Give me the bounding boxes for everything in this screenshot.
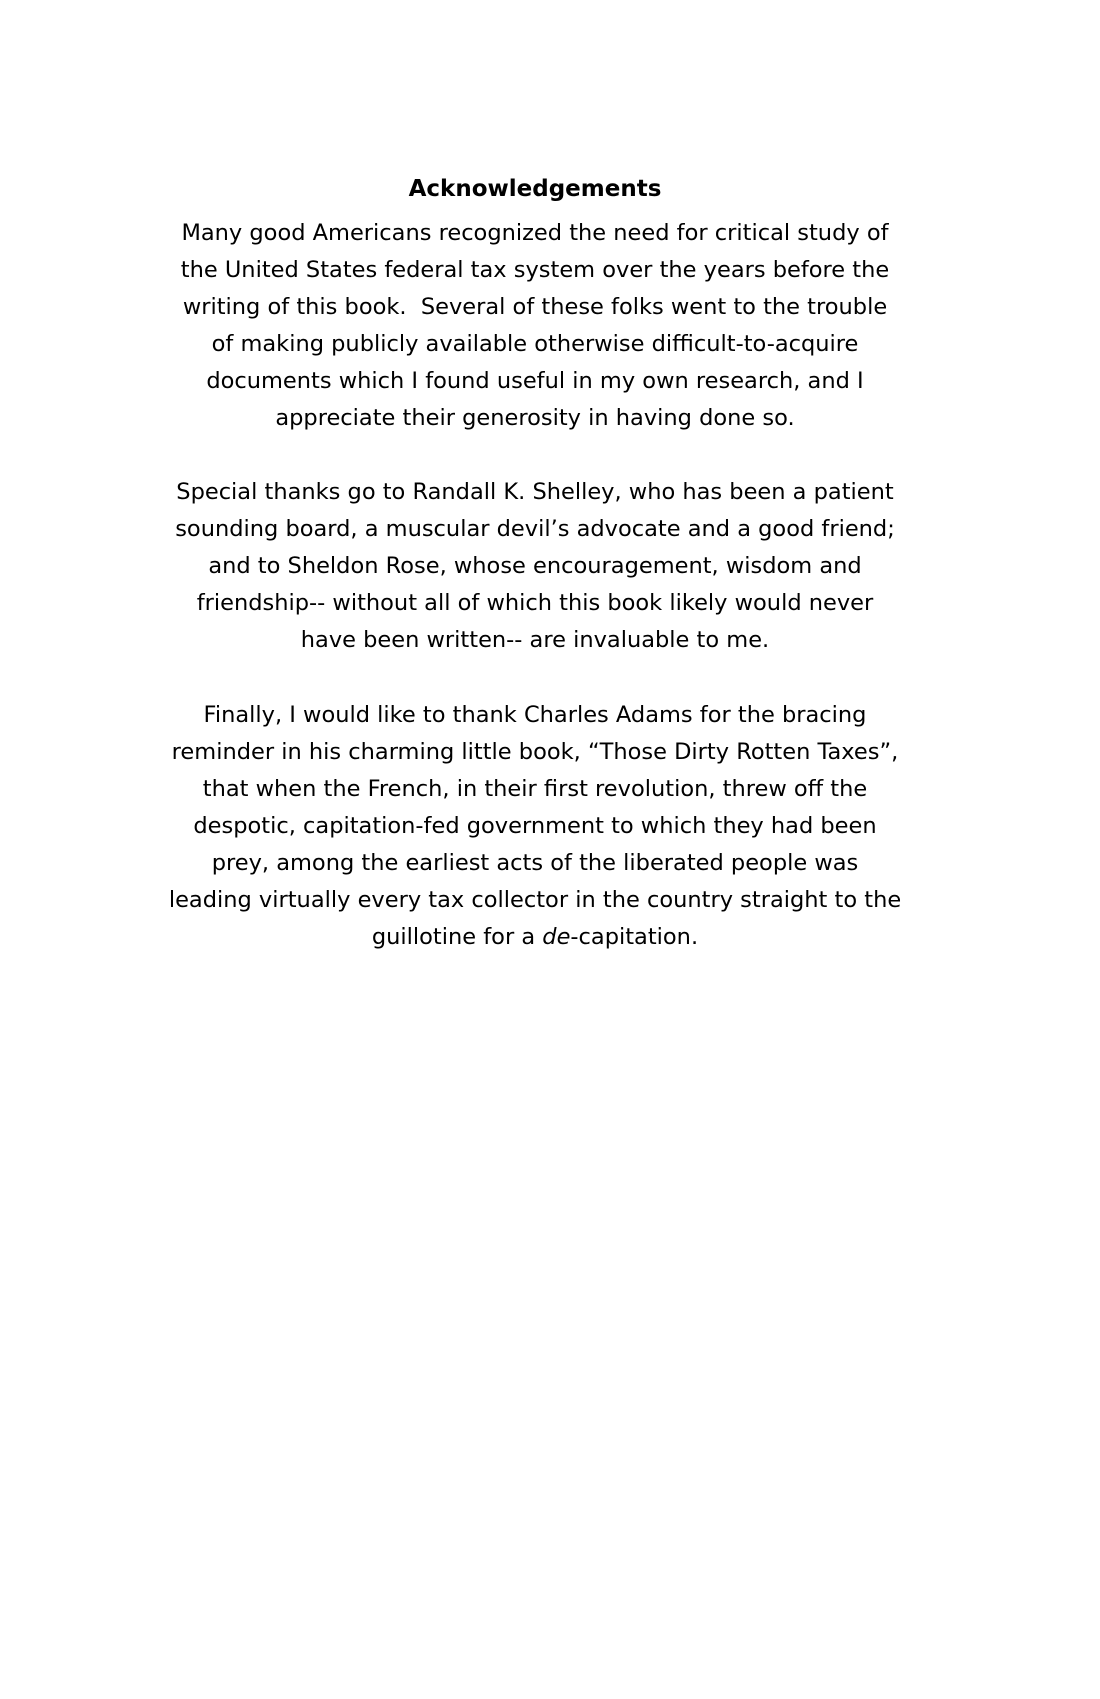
paragraph-line: sounding board, a muscular devil’s advocate and a good friend; [175,516,895,542]
last-line-before: guillotine for a [371,924,543,950]
paragraph-3 [100,697,970,956]
paragraph-line: writing of this book. Several of these folks went to the trouble [182,294,888,320]
paragraph-line: leading virtually every tax collector in the country straight to the [168,887,902,913]
paragraph-line: appreciate their generosity in having done so. [275,405,795,431]
italic-prefix: de [542,924,571,950]
paragraph-line: the United States federal tax system over the years before the [180,257,890,283]
paragraph-line: Special thanks go to Randall K. Shelley, who has been a patient [176,479,894,505]
paragraph-2 [100,474,970,659]
paragraph-line: and to Sheldon Rose, whose encouragement, wisdom and [208,553,862,579]
paragraph-line: that when the French, in their first revolution, threw off the [202,776,868,802]
paragraph-line: have been written-- are invaluable to me. [300,627,770,653]
paragraph-line: documents which I found useful in my own research, and I [206,368,864,394]
paragraph-line: of making publicly available otherwise difficult-to-acquire [211,331,859,357]
paragraph-line: prey, among the earliest acts of the liberated people was [211,850,859,876]
paragraph-1 [100,215,970,437]
paragraph-line: Many good Americans recognized the need for critical study of [181,220,889,246]
paragraph-line: despotic, capitation-fed government to which they had been [193,813,877,839]
paragraph-line: Finally, I would like to thank Charles Adams for the bracing [203,702,867,728]
page-heading: Acknowledgements [408,176,662,202]
paragraph-line: reminder in his charming little book, “Those Dirty Rotten Taxes”, [171,739,899,765]
paragraph-line: friendship-- without all of which this book likely would never [196,590,874,616]
last-line-after: -capitation. [570,924,699,950]
paragraph-last-line [100,919,970,956]
